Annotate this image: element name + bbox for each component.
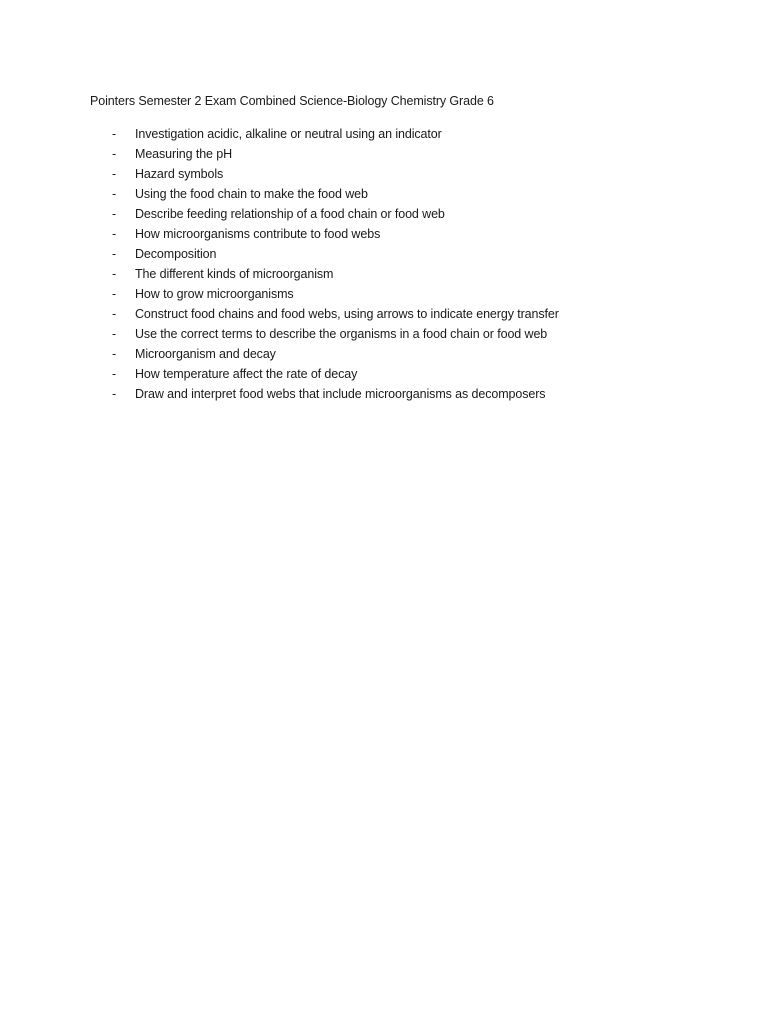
list-item-text: Investigation acidic, alkaline or neutral using an indicator xyxy=(135,127,442,141)
list-item-text: Draw and interpret food webs that include microorganisms as decomposers xyxy=(135,387,546,401)
list-item xyxy=(0,325,768,345)
bullet-dash: - xyxy=(112,127,117,141)
bullet-dash: - xyxy=(112,267,117,281)
bullet-dash: - xyxy=(112,287,117,301)
list-item-text: Decomposition xyxy=(135,247,217,261)
list-item xyxy=(0,305,768,325)
list-item xyxy=(0,365,768,385)
bullet-dash: - xyxy=(112,367,117,381)
list-item-text: Use the correct terms to describe the organisms in a food chain or food web xyxy=(135,327,548,341)
bullet-dash: - xyxy=(112,187,117,201)
list-item xyxy=(0,145,768,165)
bullet-dash: - xyxy=(112,347,117,361)
list-item xyxy=(0,205,768,225)
document-title: Pointers Semester 2 Exam Combined Science-Biology Chemistry Grade 6 xyxy=(90,94,494,108)
list-item xyxy=(0,265,768,285)
bullet-dash: - xyxy=(112,247,117,261)
bullet-dash: - xyxy=(112,147,117,161)
list-item-text: Hazard symbols xyxy=(135,167,224,181)
bullet-dash: - xyxy=(112,207,117,221)
list-item-text: Measuring the pH xyxy=(135,147,233,161)
list-item-text: Using the food chain to make the food web xyxy=(135,187,368,201)
bullet-dash: - xyxy=(112,307,117,321)
list-item xyxy=(0,245,768,265)
bullet-dash: - xyxy=(112,327,117,341)
list-item xyxy=(0,165,768,185)
list-item xyxy=(0,185,768,205)
list-item xyxy=(0,285,768,305)
bullet-dash: - xyxy=(112,227,117,241)
list-item-text: Microorganism and decay xyxy=(135,347,276,361)
list-item-text: How to grow microorganisms xyxy=(135,287,294,301)
bullet-dash: - xyxy=(112,167,117,181)
list-item xyxy=(0,345,768,365)
bullet-dash: - xyxy=(112,387,117,401)
list-item xyxy=(0,125,768,145)
list-item xyxy=(0,385,768,405)
list-item-text: How temperature affect the rate of decay xyxy=(135,367,358,381)
topic-list xyxy=(0,125,768,405)
list-item-text: The different kinds of microorganism xyxy=(135,267,334,281)
list-item xyxy=(0,225,768,245)
list-item-text: Construct food chains and food webs, using arrows to indicate energy transfer xyxy=(135,307,559,321)
list-item-text: How microorganisms contribute to food webs xyxy=(135,227,381,241)
list-item-text: Describe feeding relationship of a food chain or food web xyxy=(135,207,445,221)
